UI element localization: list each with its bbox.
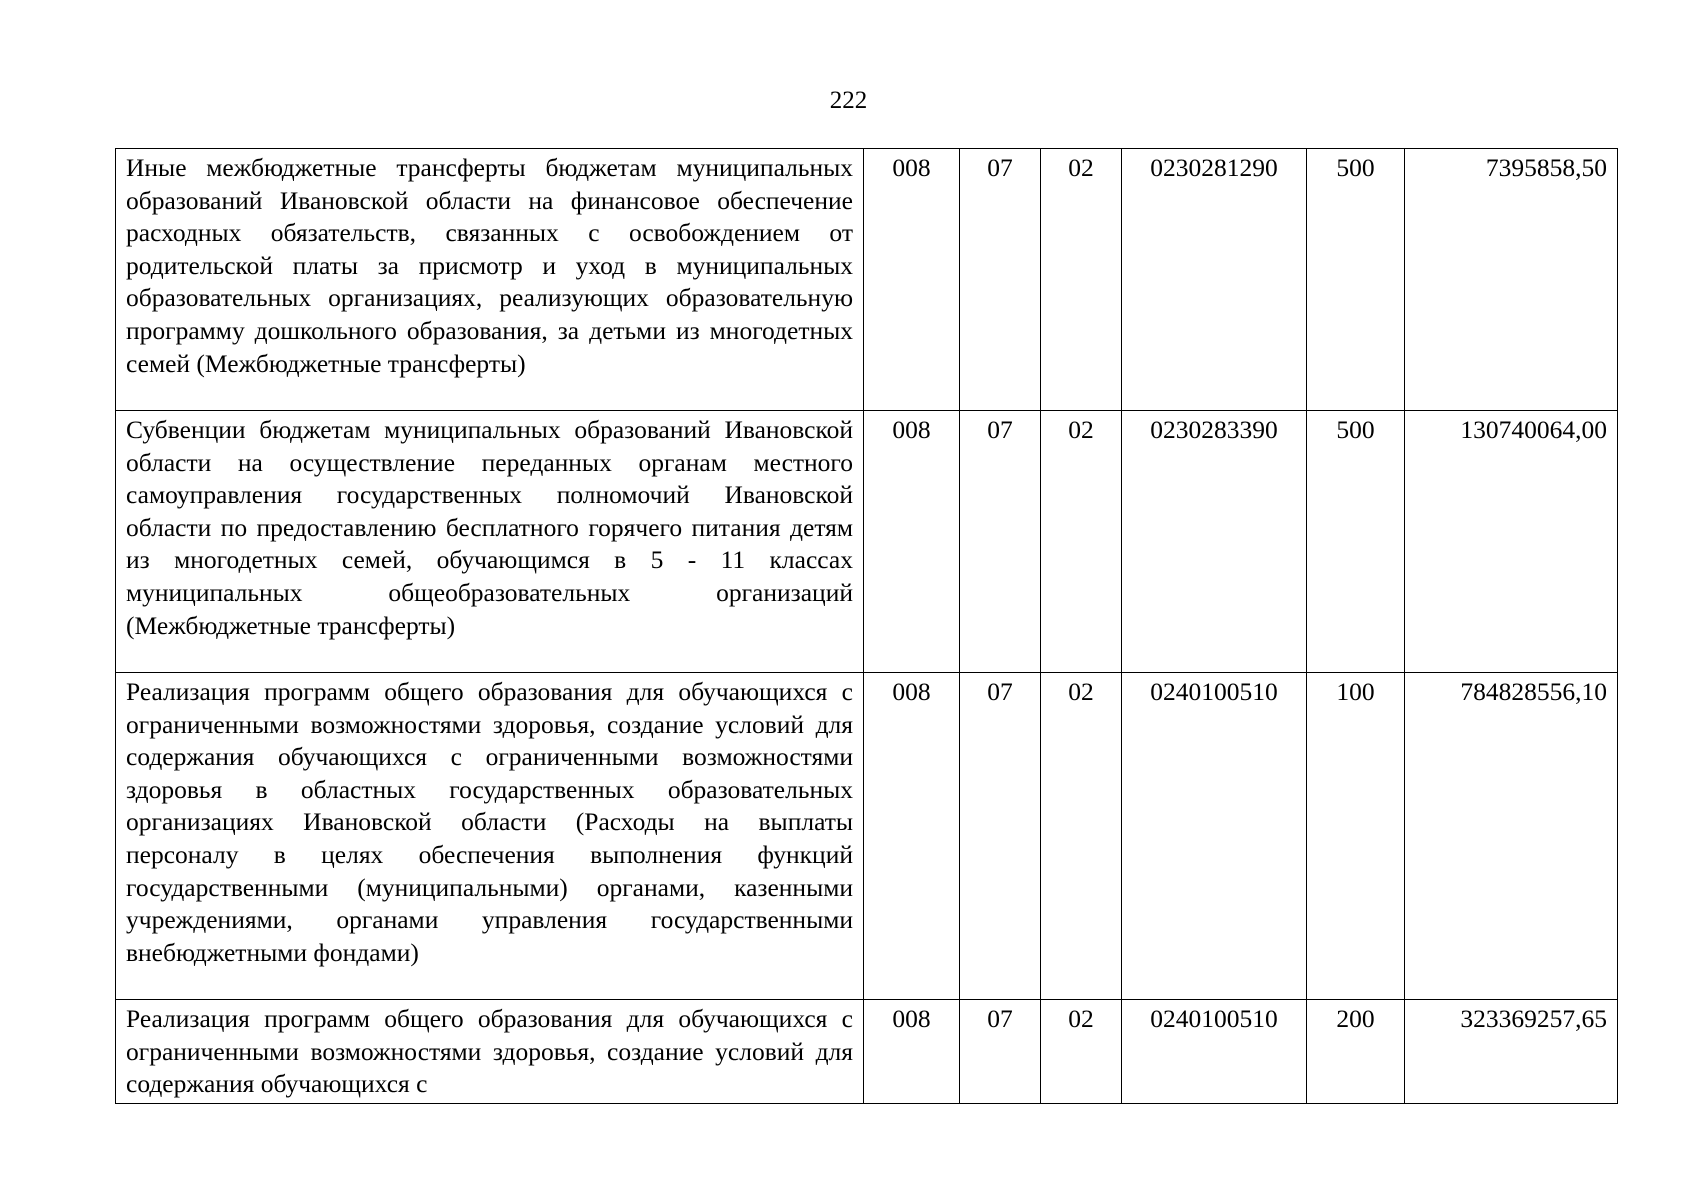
table-row	[116, 149, 1618, 411]
row-description: Реализация программ общего образования для обучающихся с ограниченными возможностями здоровья, создание условий для содержания обучающихся с ограниченными возможностями здоровья в областных государственных образовательных организациях Ивановской области (Расходы на выплаты персоналу в целях обеспечения выполнения функций государственными (муниципальными) органами, казенными учреждениями, органами управления государственными внебюджетными фондами)	[116, 673, 864, 1000]
row-description: Иные межбюджетные трансферты бюджетам муниципальных образований Ивановской области на финансовое обеспечение расходных обязательств, связанных с освобождением от родительской платы за присмотр и уход в муниципальных образовательных организациях, реализующих образовательную программу дошкольного образования, за детьми из многодетных семей (Межбюджетные трансферты)	[116, 149, 864, 411]
target-article-code: 0230283390	[1122, 411, 1307, 673]
amount: 130740064,00	[1405, 411, 1618, 673]
amount: 7395858,50	[1405, 149, 1618, 411]
grbs-code: 008	[864, 411, 960, 673]
table-row	[116, 411, 1618, 673]
target-article-code: 0240100510	[1122, 673, 1307, 1000]
razdel-code: 07	[960, 149, 1041, 411]
page-number: 222	[829, 87, 868, 114]
expense-type-code: 500	[1307, 411, 1405, 673]
target-article-code: 0240100510	[1122, 1000, 1307, 1104]
grbs-code: 008	[864, 673, 960, 1000]
amount: 784828556,10	[1405, 673, 1618, 1000]
expense-type-code: 200	[1307, 1000, 1405, 1104]
podrazdel-code: 02	[1041, 673, 1122, 1000]
podrazdel-code: 02	[1041, 149, 1122, 411]
budget-table	[115, 148, 1618, 1104]
expense-type-code: 100	[1307, 673, 1405, 1000]
amount: 323369257,65	[1405, 1000, 1618, 1104]
table-row	[116, 1000, 1618, 1104]
row-description: Субвенции бюджетам муниципальных образований Ивановской области на осуществление переданных органам местного самоуправления государственных полномочий Ивановской области по предоставлению бесплатного горячего питания детям из многодетных семей, обучающимся в 5 - 11 классах муниципальных общеобразовательных организаций (Межбюджетные трансферты)	[116, 411, 864, 673]
expense-type-code: 500	[1307, 149, 1405, 411]
podrazdel-code: 02	[1041, 1000, 1122, 1104]
razdel-code: 07	[960, 1000, 1041, 1104]
target-article-code: 0230281290	[1122, 149, 1307, 411]
grbs-code: 008	[864, 1000, 960, 1104]
row-description: Реализация программ общего образования для обучающихся с ограниченными возможностями здоровья, создание условий для содержания обучающихся с	[116, 1000, 864, 1104]
razdel-code: 07	[960, 411, 1041, 673]
grbs-code: 008	[864, 149, 960, 411]
razdel-code: 07	[960, 673, 1041, 1000]
table-row	[116, 673, 1618, 1000]
podrazdel-code: 02	[1041, 411, 1122, 673]
